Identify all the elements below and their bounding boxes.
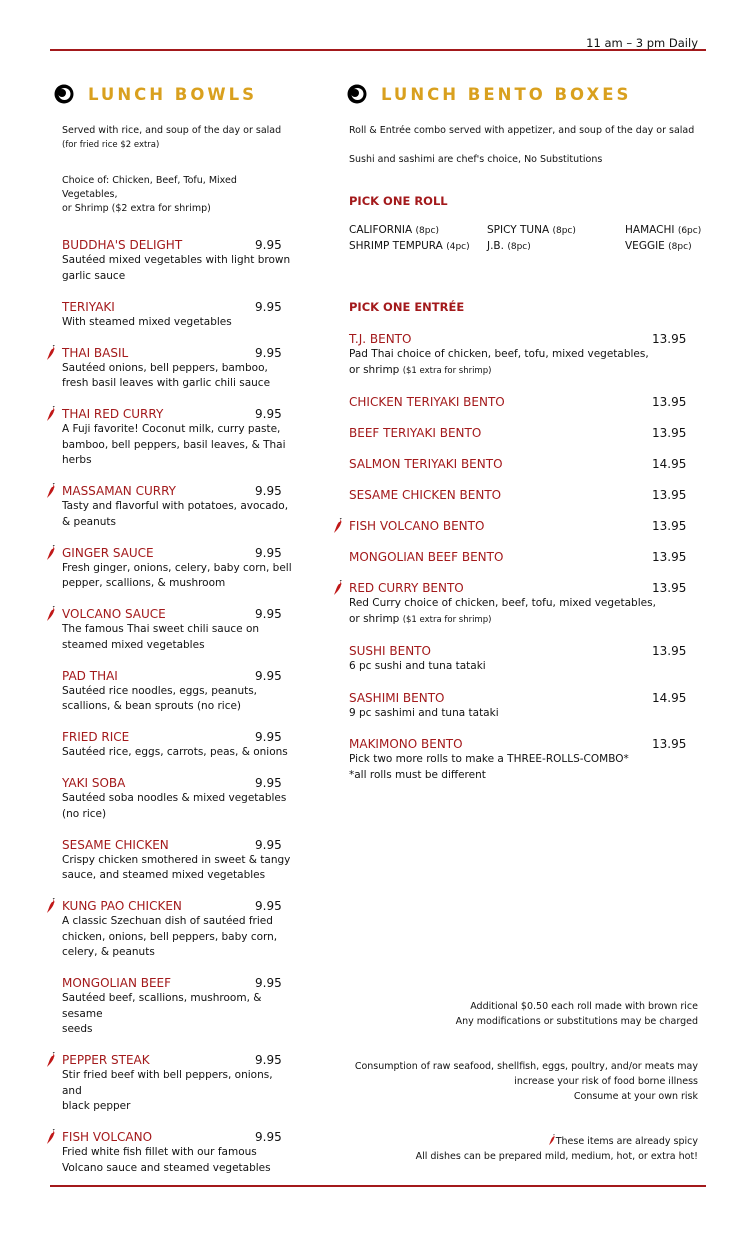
item-description: Volcano sauce and steamed vegetables xyxy=(62,1161,271,1174)
menu-item xyxy=(62,729,292,761)
item-description: or shrimp ($1 extra for shrimp) xyxy=(349,612,492,625)
note-line: All dishes can be prepared mild, medium, hot, or extra hot! xyxy=(415,1151,698,1162)
item-description: celery, & peanuts xyxy=(62,946,155,958)
roll-grid xyxy=(349,223,705,255)
item-price: 13.95 xyxy=(652,426,687,440)
menu-item xyxy=(62,975,292,1038)
item-description: Sautéed beef, scallions, mushroom, & sesame xyxy=(62,992,262,1020)
note-line: Consumption of raw seafood, shellfish, eggs, poultry, and/or meats may xyxy=(354,1061,698,1072)
menu-item xyxy=(349,487,705,503)
item-price: 9.95 xyxy=(255,976,282,990)
roll-name: J.B. xyxy=(487,240,504,252)
roll-count: (8pc) xyxy=(668,242,692,252)
roll-name: HAMACHI xyxy=(625,224,675,236)
item-description: or shrimp ($1 extra for shrimp) xyxy=(349,363,492,376)
menu-item xyxy=(349,690,705,722)
item-price: 14.95 xyxy=(652,457,687,471)
bowls-intro xyxy=(62,124,292,216)
item-name: BUDDHA'S DELIGHT xyxy=(62,238,183,252)
roll-option xyxy=(487,239,625,255)
roll-count: (4pc) xyxy=(446,242,470,252)
roll-count: (8pc) xyxy=(552,226,576,236)
roll-count: (6pc) xyxy=(677,226,702,236)
item-description: Pick two more rolls to make a THREE-ROLLS-COMBO* xyxy=(349,753,629,765)
item-description: Red Curry choice of chicken, beef, tofu, mixed vegetables, xyxy=(349,597,656,609)
roll-option xyxy=(625,239,715,255)
chili-pepper-icon xyxy=(548,1134,556,1146)
item-name: BEEF TERIYAKI BENTO xyxy=(349,426,482,440)
item-description: Fresh ginger, onions, celery, baby corn, bell xyxy=(62,561,292,574)
menu-item xyxy=(62,1052,292,1115)
choice-line: Choice of: Chicken, Beef, Tofu, Mixed Vegetables, xyxy=(62,175,237,200)
item-name: FISH VOLCANO xyxy=(62,1130,153,1144)
item-name: SESAME CHICKEN xyxy=(62,837,169,852)
item-price: 9.95 xyxy=(255,730,282,744)
lunch-bowls-section xyxy=(52,80,292,1176)
note-line: Any modifications or substitutions may be charged xyxy=(455,1016,698,1027)
intro-line: Roll & Entrée combo served with appetizer, and soup of the day or salad xyxy=(349,125,695,136)
item-description: With steamed mixed vegetables xyxy=(62,315,232,328)
item-description: Stir fried beef with bell peppers, onions, and xyxy=(62,1069,273,1097)
roll-option xyxy=(487,223,625,239)
item-description: black pepper xyxy=(62,1100,131,1112)
menu-item xyxy=(62,345,292,392)
item-name: SUSHI BENTO xyxy=(349,644,431,658)
menu-item xyxy=(62,837,292,884)
menu-item xyxy=(62,1129,292,1176)
yin-yang-icon xyxy=(54,84,74,104)
item-price: 9.95 xyxy=(255,238,282,252)
item-name: YAKI SOBA xyxy=(62,776,126,790)
item-name: KUNG PAO CHICKEN xyxy=(62,899,182,913)
chili-pepper-icon xyxy=(46,483,56,499)
item-price: 9.95 xyxy=(255,837,282,852)
chili-pepper-icon xyxy=(333,580,343,596)
item-name: MONGOLIAN BEEF xyxy=(62,976,172,990)
item-price: 9.95 xyxy=(255,407,282,421)
item-price: 9.95 xyxy=(255,545,282,560)
item-name: FRIED RICE xyxy=(62,730,130,744)
roll-name: VEGGIE xyxy=(625,240,665,252)
chili-pepper-icon xyxy=(46,406,56,422)
roll-option xyxy=(349,223,487,239)
item-price: 13.95 xyxy=(652,737,687,751)
menu-item xyxy=(349,580,705,628)
item-description: scallions, & bean sprouts (no rice) xyxy=(62,700,242,712)
item-name: SASHIMI BENTO xyxy=(349,690,445,705)
item-description: sauce, and steamed mixed vegetables xyxy=(62,869,266,881)
item-name: SESAME CHICKEN BENTO xyxy=(349,488,502,502)
roll-option xyxy=(349,239,487,255)
item-name: T.J. BENTO xyxy=(349,332,412,346)
item-price: 14.95 xyxy=(652,690,687,705)
note-line: Additional $0.50 each roll made with brown rice xyxy=(470,1001,698,1012)
item-description: Sautéed mixed vegetables with light brown xyxy=(62,254,291,266)
item-description: steamed mixed vegetables xyxy=(62,638,205,651)
item-description: pepper, scallions, & mushroom xyxy=(62,577,226,589)
chili-pepper-icon xyxy=(46,345,56,361)
lunch-bento-section xyxy=(345,80,705,783)
item-price: 9.95 xyxy=(255,345,282,360)
menu-item xyxy=(349,643,705,675)
brown-rice-note xyxy=(456,999,698,1029)
item-price: 9.95 xyxy=(255,668,282,683)
spicy-legend xyxy=(416,1134,698,1164)
menu-item xyxy=(349,736,705,783)
item-name: CHICKEN TERIYAKI BENTO xyxy=(349,395,505,409)
bento-list xyxy=(339,331,705,783)
item-description: 6 pc sushi and tuna tataki xyxy=(349,660,486,672)
choice-line: or Shrimp ($2 extra for shrimp) xyxy=(62,203,211,214)
item-description: bamboo, bell peppers, basil leaves, & Thai xyxy=(62,438,286,451)
item-name: MONGOLIAN BEEF BENTO xyxy=(349,550,504,564)
lunch-bento-header xyxy=(347,80,705,108)
menu-item xyxy=(349,331,705,379)
menu-item xyxy=(62,545,292,592)
item-price: 13.95 xyxy=(652,581,687,595)
menu-item xyxy=(62,898,292,961)
item-price: 9.95 xyxy=(255,299,282,314)
item-price: 9.95 xyxy=(255,484,282,498)
note-line: increase your risk of food borne illness xyxy=(514,1076,698,1087)
item-price: 9.95 xyxy=(255,1130,282,1144)
item-price: 9.95 xyxy=(255,776,282,790)
roll-count: (8pc) xyxy=(415,226,439,236)
note-line: Consume at your own risk xyxy=(573,1091,698,1102)
item-name: THAI RED CURRY xyxy=(62,407,164,421)
item-description: Sautéed rice noodles, eggs, peanuts, xyxy=(62,684,258,697)
chili-pepper-icon xyxy=(46,898,56,914)
menu-item xyxy=(349,518,705,534)
item-description: Crispy chicken smothered in sweet & tangy xyxy=(62,853,291,866)
item-note: ($1 extra for shrimp) xyxy=(402,365,492,376)
item-price: 13.95 xyxy=(652,519,687,533)
item-note: ($1 extra for shrimp) xyxy=(402,614,492,625)
roll-name: CALIFORNIA xyxy=(349,224,413,236)
chili-pepper-icon xyxy=(46,545,56,561)
menu-item xyxy=(62,406,292,469)
item-name: SALMON TERIYAKI BENTO xyxy=(349,457,503,471)
menu-item xyxy=(62,606,292,653)
item-name: MASSAMAN CURRY xyxy=(62,484,176,498)
item-name: RED CURRY BENTO xyxy=(349,581,464,595)
item-description: herbs xyxy=(62,454,92,466)
item-description: *all rolls must be different xyxy=(349,768,486,781)
item-name: PEPPER STEAK xyxy=(62,1053,150,1067)
item-description: fresh basil leaves with garlic chili sauce xyxy=(62,377,271,389)
intro-note: (for fried rice $2 extra) xyxy=(62,140,160,150)
item-description: 9 pc sashimi and tuna tataki xyxy=(349,706,499,719)
note-line: These items are already spicy xyxy=(555,1136,698,1147)
item-price: 13.95 xyxy=(652,550,687,564)
item-description: Sautéed onions, bell peppers, bamboo, xyxy=(62,361,268,374)
yin-yang-icon xyxy=(347,84,367,104)
bottom-rule xyxy=(50,1185,706,1187)
item-description: & peanuts xyxy=(62,515,116,528)
bento-intro xyxy=(349,124,705,167)
menu-item xyxy=(349,549,705,565)
item-price: 13.95 xyxy=(652,395,687,409)
menu-item xyxy=(62,483,292,530)
item-description: garlic sauce xyxy=(62,269,126,282)
item-description: (no rice) xyxy=(62,807,107,820)
roll-option xyxy=(625,223,715,239)
item-name: TERIYAKI xyxy=(62,299,115,314)
item-description: A Fuji favorite! Coconut milk, curry paste, xyxy=(62,423,281,435)
bowl-list xyxy=(52,237,292,1176)
item-description: Sautéed rice, eggs, carrots, peas, & onions xyxy=(62,746,288,758)
item-price: 13.95 xyxy=(652,488,687,502)
item-description: Sautéed soba noodles & mixed vegetables xyxy=(62,792,287,804)
chili-pepper-icon xyxy=(46,1052,56,1068)
item-price: 13.95 xyxy=(652,332,687,346)
menu-item xyxy=(349,425,705,441)
section-title: LUNCH BOWLS xyxy=(88,84,257,104)
menu-item xyxy=(349,456,705,472)
item-name: THAI BASIL xyxy=(62,345,129,360)
raw-food-warning xyxy=(355,1059,698,1104)
menu-item xyxy=(62,299,292,331)
pick-roll-heading: PICK ONE ROLL xyxy=(349,194,448,208)
item-description: Fried white fish fillet with our famous xyxy=(62,1146,257,1158)
section-title: LUNCH BENTO BOXES xyxy=(381,84,632,104)
menu-item xyxy=(349,394,705,410)
item-description: The famous Thai sweet chili sauce on xyxy=(62,623,260,635)
item-description: Tasty and flavorful with potatoes, avocado, xyxy=(62,500,289,512)
item-description: A classic Szechuan dish of sautéed fried xyxy=(62,915,273,927)
item-description: chicken, onions, bell peppers, baby corn, xyxy=(62,930,278,943)
pick-entree-heading: PICK ONE ENTRÉE xyxy=(349,300,465,314)
chili-pepper-icon xyxy=(46,1129,56,1145)
chili-pepper-icon xyxy=(46,606,56,622)
menu-item xyxy=(62,668,292,715)
lunch-bowls-header xyxy=(54,80,292,108)
item-name: VOLCANO SAUCE xyxy=(62,607,166,621)
item-price: 9.95 xyxy=(255,899,282,913)
item-name: PAD THAI xyxy=(62,668,118,683)
roll-name: SHRIMP TEMPURA xyxy=(349,240,443,252)
item-price: 9.95 xyxy=(255,1053,282,1067)
hours-text: 11 am – 3 pm Daily xyxy=(586,36,698,50)
menu-item xyxy=(62,775,292,822)
roll-count: (8pc) xyxy=(507,242,531,252)
item-name: GINGER SAUCE xyxy=(62,545,154,560)
item-description: Pad Thai choice of chicken, beef, tofu, mixed vegetables, xyxy=(349,348,649,360)
item-price: 9.95 xyxy=(255,607,282,621)
menu-item xyxy=(62,237,292,284)
intro-line: Sushi and sashimi are chef's choice, No Substitutions xyxy=(349,154,603,165)
chili-pepper-icon xyxy=(333,518,343,534)
item-name: MAKIMONO BENTO xyxy=(349,737,463,751)
item-description: seeds xyxy=(62,1023,93,1035)
item-price: 13.95 xyxy=(652,644,687,658)
item-name: FISH VOLCANO BENTO xyxy=(349,519,485,533)
roll-name: SPICY TUNA xyxy=(487,224,550,236)
intro-line: Served with rice, and soup of the day or salad xyxy=(62,125,282,136)
